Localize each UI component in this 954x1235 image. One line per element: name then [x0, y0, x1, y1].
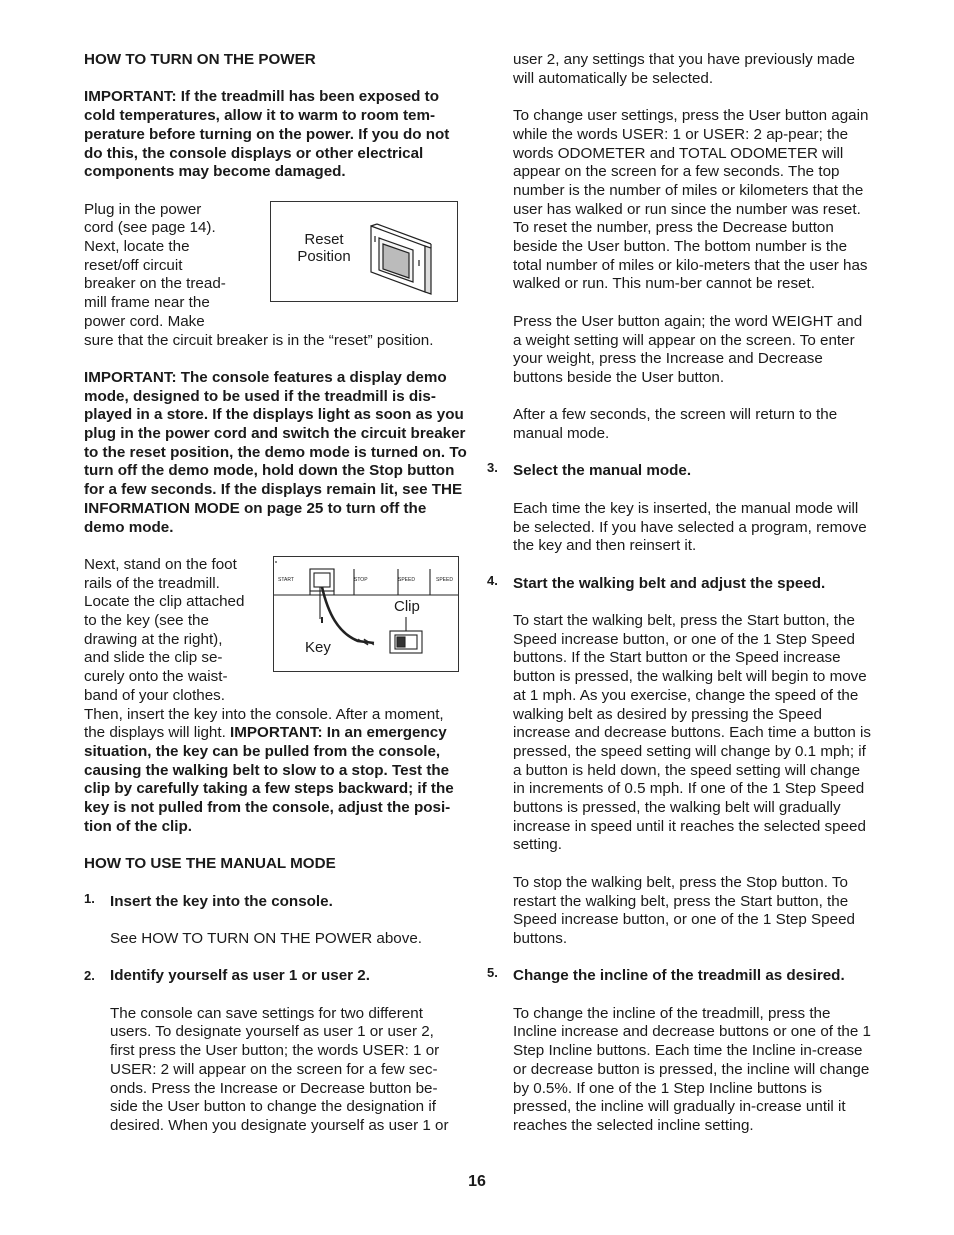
fig-label-reset: Reset [304, 230, 344, 248]
page-number: 16 [468, 1173, 486, 1190]
stand-line: drawing at the right), [84, 630, 223, 648]
step-2 [84, 967, 468, 986]
console-button-stop: STOP [354, 576, 368, 583]
return-text: After a few seconds, the screen will return to the manual mode. [513, 406, 838, 443]
plug-line: breaker on the tread- [84, 275, 226, 293]
circuit-breaker-drawing [271, 202, 457, 301]
weight-text: Press the User button again; the word WEIGHT and a weight setting will appear on the screen. To enter your weight, press the Increase and Decrease buttons beside the User button. [513, 312, 863, 386]
step-number: 2. [84, 968, 95, 984]
step-title: Start the walking belt and adjust the speed. [513, 574, 826, 592]
heading-turn-on-power: HOW TO TURN ON THE POWER [84, 51, 316, 68]
fig-label-position: Position [297, 247, 351, 265]
important-cold-warning: IMPORTANT: If the treadmill has been exposed to cold temperatures, allow it to warm to room tem-perature before turning on the power. If you do not do this, the console displays or other electrical components may become damaged. [84, 88, 450, 181]
step-title: Change the incline of the treadmill as desired. [513, 967, 845, 985]
user-continued-text: user 2, any settings that you have previously made will automatically be selected. [513, 51, 855, 87]
fig-label-key: Key [305, 638, 331, 656]
step-1-text: See HOW TO TURN ON THE POWER above. [110, 929, 422, 947]
step-4 [487, 572, 873, 594]
step-2-text: The console can save settings for two different users. To designate yourself as user 1 or user 2, first press the User button; the words USER: 1 or USER: 2 will appear on the screen for a few sec-onds. Press the Increase or Decrease button be-side the User button to change the designation if desired. When you designate yourself as user 1 or [110, 1004, 449, 1134]
stand-line: curely onto the waist- [84, 668, 228, 686]
stand-line: Locate the clip attached [84, 593, 245, 611]
console-button-start: START [278, 576, 294, 583]
plug-in-section [84, 201, 468, 351]
insert-key-text: Then, insert the key into the console. After a moment, the displays will light. [84, 705, 444, 742]
step-title: Identify yourself as user 1 or user 2. [110, 967, 370, 985]
step-number: 4. [487, 572, 498, 588]
left-column [84, 51, 468, 1136]
plug-line: Plug in the power [84, 200, 202, 218]
step-4-text-1: To start the walking belt, press the Start button, the Speed increase button, or one of the 1 Step Speed buttons. If the Start button or the Speed increase button is pressed, the walking belt will begin to move at 1 mph. As you exercise, change the speed of the walking belt as desired by pressing the Speed increase and decrease buttons. Each time a button is pressed, the speed setting will change by 0.1 mph; if a button is held down, the speed setting will change in increments of 0.5 mph. If one of the 1 Step Speed buttons is pressed, the walking belt will gradually increase in speed until it reaches the selected speed setting. [513, 611, 871, 854]
console-button-speed-2: SPEED [436, 576, 453, 583]
stand-line: to the key (see the [84, 612, 209, 630]
step-number: 1. [84, 890, 95, 906]
step-3 [487, 460, 873, 481]
stand-line: Next, stand on the foot [84, 555, 237, 573]
change-user-text: To change user settings, press the User button again while the words USER: 1 or USER: 2 ap-pear; the words ODOMETER and TOTAL ODOMETER will appear on the screen for a few seconds. The top number is the number of miles or kilometers that the user has walked or run since the number was reset. To reset the number, press the Decrease button beside the User button. The bottom number is the total number of miles or kilo-meters that the user has walked or run. This num-ber cannot be reset. [513, 107, 869, 293]
plug-line: Next, locate the [84, 238, 190, 255]
step-title: Insert the key into the console. [110, 892, 333, 910]
step-number: 3. [487, 460, 498, 476]
step-3-text: Each time the key is inserted, the manual mode will be selected. If you have selected a program, remove the key and then reinsert it. [513, 499, 867, 555]
heading-manual-mode: HOW TO USE THE MANUAL MODE [84, 855, 336, 873]
clip-section [84, 556, 468, 837]
step-number: 5. [487, 965, 498, 981]
step-5-text: To change the incline of the treadmill, press the Incline increase and decrease buttons or one of the 1 Step Incline buttons. Each time the Incline in-crease or decrease button is pressed, the incline will change by 0.5%. If one of the 1 Step Incline buttons is pressed, the incline will gradually in-crease until it reaches the selected incline setting. [513, 1004, 871, 1134]
fig-label-clip: Clip [394, 597, 420, 615]
console-button-speed-1: SPEED [398, 576, 415, 583]
circuit-breaker-figure [270, 201, 458, 302]
stand-line: band of your clothes. [84, 686, 225, 704]
step-4-text-2: To stop the walking belt, press the Stop button. To restart the walking belt, press the Start button, the Speed increase button, or one of the 1 Step Speed buttons. [513, 873, 855, 947]
stand-line: rails of the treadmill. [84, 574, 220, 592]
plug-line: mill frame near the [84, 294, 210, 312]
important-demo-mode: IMPORTANT: The console features a display demo mode, designed to be used if the treadmill is dis-played in a store. If the displays light as soon as you plug in the power cord and switch the circuit breaker to the reset position, the demo mode is turned on. To turn off the demo mode, hold down the Stop button for a few seconds. If the displays remain lit, see THE INFORMATION MODE on page 25 to turn off the demo mode. [84, 368, 467, 536]
step-1 [84, 890, 468, 912]
step-title: Select the manual mode. [513, 462, 692, 480]
right-column [487, 51, 873, 1136]
plug-line: power cord. Make [84, 312, 205, 330]
plug-in-tail: sure that the circuit breaker is in the “reset” position. [84, 331, 434, 349]
important-emergency: IMPORTANT: In an emergency situation, the key can be pulled from the console, causing the walking belt to slow to a stop. Test the clip by carefully taking a few steps backward; if the key is not pulled from the console, adjust the posi-tion of the clip. [84, 724, 454, 835]
key-clip-figure [273, 556, 459, 672]
step-5 [487, 965, 873, 986]
plug-line: cord (see page 14). [84, 219, 216, 237]
stand-line: and slide the clip se- [84, 649, 223, 667]
console-key-drawing [274, 557, 458, 671]
plug-line: reset/off circuit [84, 256, 183, 274]
insert-key-paragraph [84, 706, 468, 837]
